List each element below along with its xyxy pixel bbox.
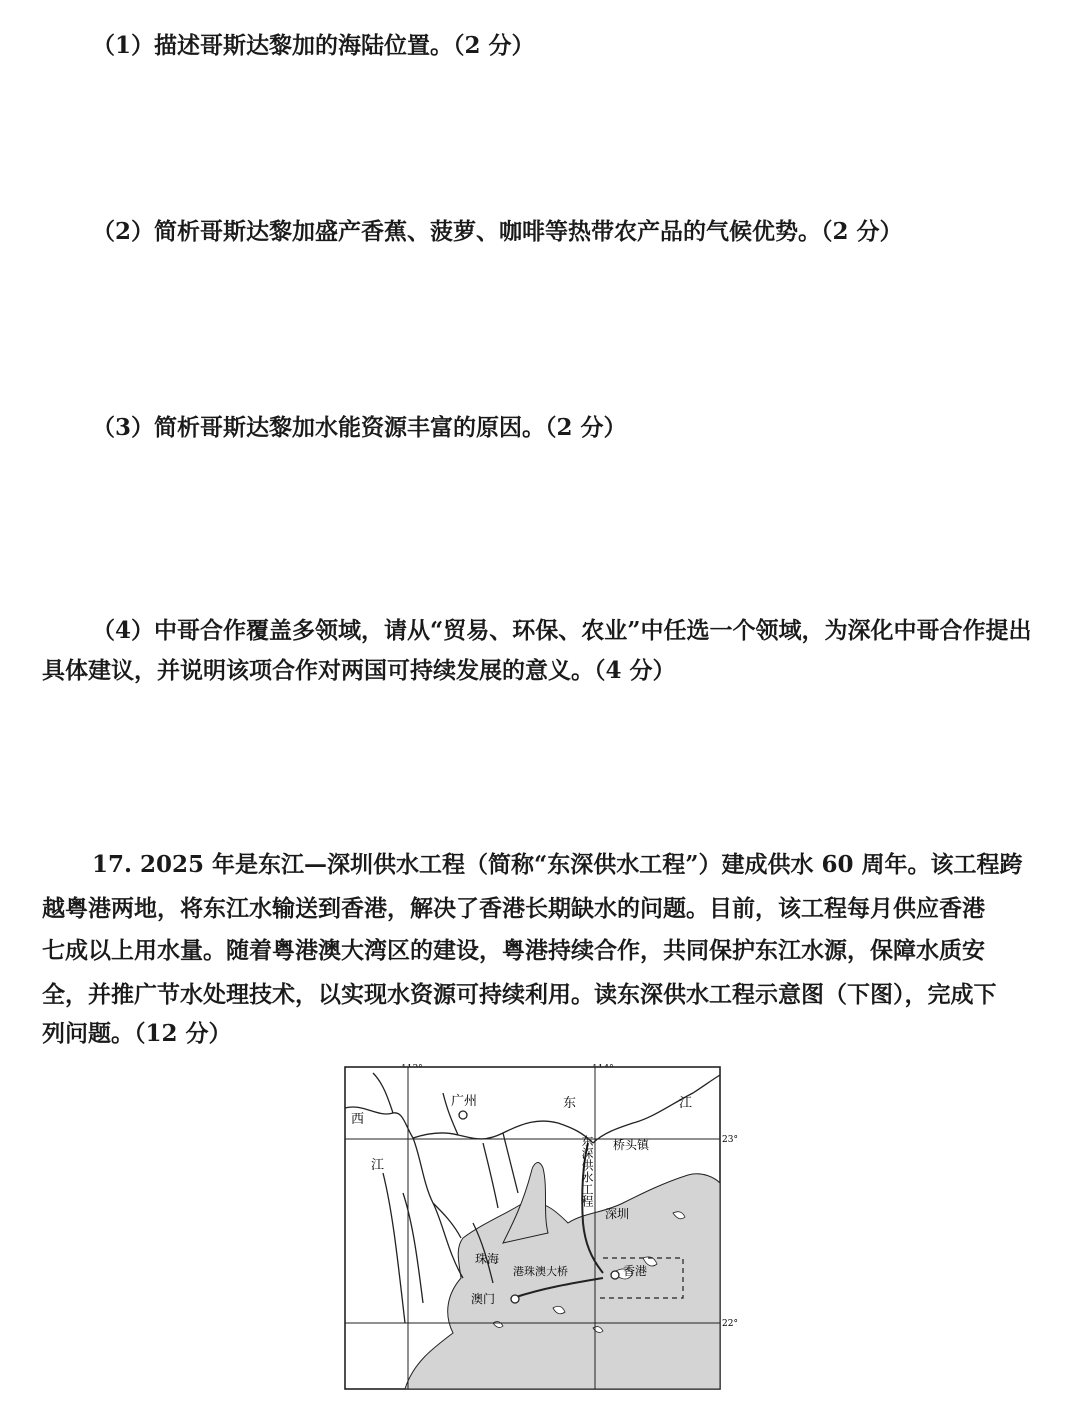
label-hongkong: 香港	[623, 1264, 648, 1278]
label-macau: 澳门	[471, 1292, 496, 1306]
label-qiaotou: 桥头镇	[613, 1138, 650, 1152]
lat-22-label: 22°	[722, 1319, 738, 1329]
dongshen-water-map	[343, 1063, 738, 1393]
label-shenzhen: 深圳	[605, 1207, 630, 1221]
question-17-line-4: 全，并推广节水处理技术，以实现水资源可持续利用。读东深供水工程示意图（下图），完成下	[42, 981, 997, 1008]
guangzhou-marker	[459, 1111, 467, 1119]
label-dong: 东	[563, 1096, 577, 1111]
label-zhuhai: 珠海	[475, 1252, 500, 1266]
lat-23-label: 23°	[722, 1135, 738, 1145]
label-jiang-east: 江	[679, 1096, 693, 1111]
question-17-line-3: 七成以上用水量。随着粤港澳大湾区的建设，粤港持续合作，共同保护东江水源，保障水质安	[42, 937, 985, 964]
question-17-line-2: 越粤港两地，将东江水输送到香港，解决了香港长期缺水的问题。目前，该工程每月供应香港	[42, 895, 985, 922]
question-4-line-2: 具体建议，并说明该项合作对两国可持续发展的意义。（4 分）	[42, 657, 676, 684]
label-jiang-west: 江	[371, 1158, 385, 1173]
label-bridge: 港珠澳大桥	[513, 1265, 568, 1278]
label-guangzhou: 广州	[451, 1094, 478, 1109]
question-2: （2）简析哥斯达黎加盛产香蕉、菠萝、咖啡等热带农产品的气候优势。（2 分）	[92, 218, 903, 245]
question-17-line-5: 列问题。（12 分）	[42, 1020, 232, 1047]
question-3: （3）简析哥斯达黎加水能资源丰富的原因。（2 分）	[92, 414, 627, 441]
map-svg	[343, 1063, 738, 1393]
hongkong-marker	[611, 1271, 619, 1279]
label-project: 东深供水工程	[580, 1135, 594, 1207]
question-1: （1）描述哥斯达黎加的海陆位置。（2 分）	[92, 32, 535, 59]
question-4-line-1: （4）中哥合作覆盖多领域，请从“贸易、环保、农业”中任选一个领域，为深化中哥合作提出	[92, 617, 1032, 644]
macau-marker	[511, 1295, 519, 1303]
question-17-line-1: 17. 2025 年是东江—深圳供水工程（简称“东深供水工程”）建成供水 60 周年。该工程跨	[92, 851, 1023, 878]
label-xi: 西	[351, 1112, 365, 1127]
